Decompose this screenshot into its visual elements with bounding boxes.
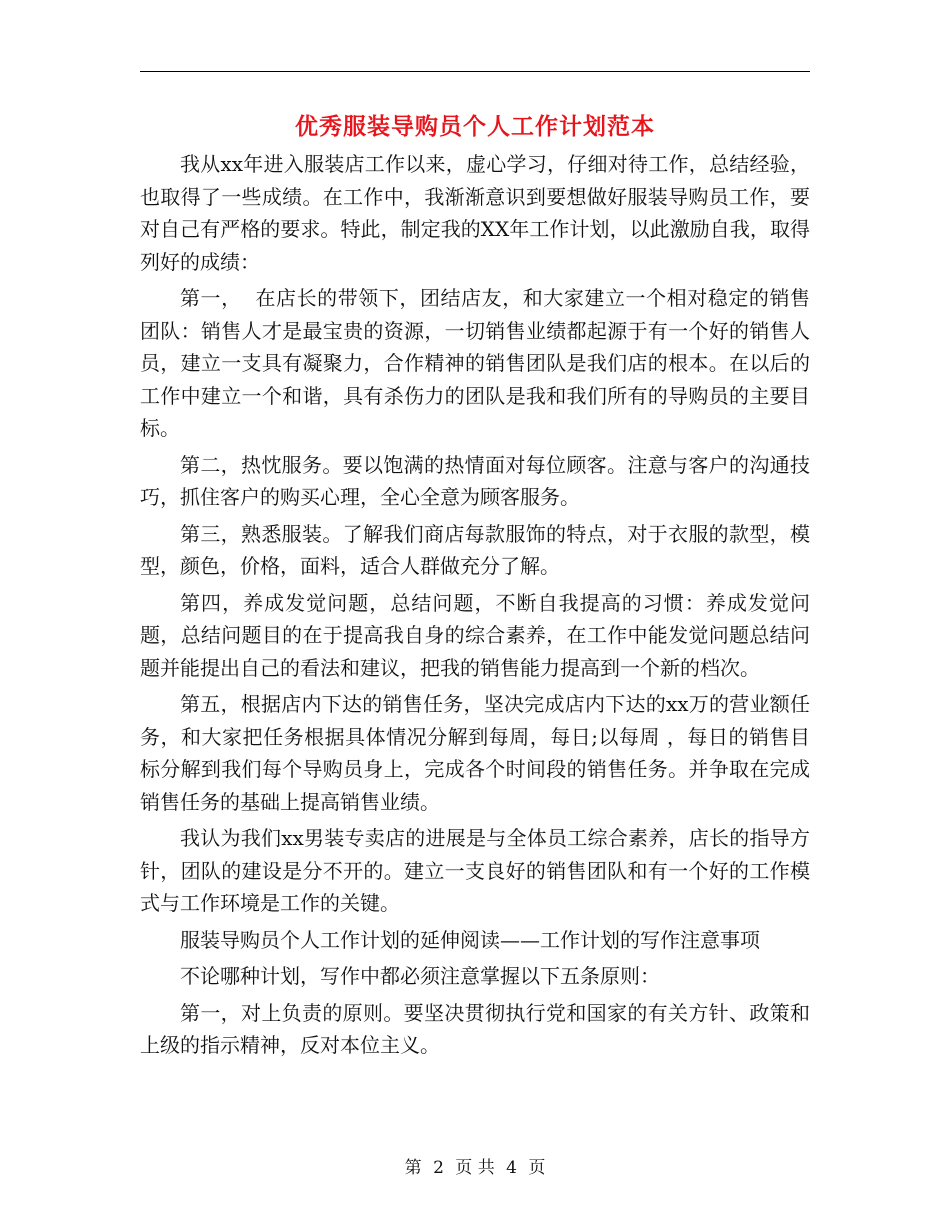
footer-total-pages: 4 [506, 1158, 517, 1178]
paragraph: 第一，对上负责的原则。要坚决贯彻执行党和国家的有关方针、政策和上级的指示精神，反对本位主义。 [140, 1000, 810, 1057]
paragraph: 服装导购员个人工作计划的延伸阅读——工作计划的写作注意事项 [180, 927, 760, 952]
paragraph: 第三，熟悉服装。了解我们商店每款服饰的特点，对于衣服的款型，模型，颜色，价格，面料，适合人群做充分了解。 [140, 521, 810, 578]
document-title: 优秀服装导购员个人工作计划范本 [295, 113, 655, 140]
paragraph: 第五，根据店内下达的销售任务，坚决完成店内下达的xx万的营业额任务，和大家把任务根据具体情况分解到每周，每日;以每周 ，每日的销售目标分解到我们每个导购员身上，完成各个时间段的销售任务。并争取在完成销售任务的基础上提高销售业绩。 [140, 692, 810, 814]
paragraph: 不论哪种计划，写作中都必须注意掌握以下五条原则： [180, 964, 660, 988]
footer-suffix: 页 [528, 1158, 546, 1178]
paragraph: 第一， 在店长的带领下，团结店友，和大家建立一个相对稳定的销售团队：销售人才是最宝贵的资源，一切销售业绩都起源于有一个好的销售人员，建立一支具有凝聚力，合作精神的销售团队是我们店的根本。在以后的工作中建立一个和谐，具有杀伤力的团队是我和我们所有的导购员的主要目标。 [140, 286, 810, 440]
paragraph: 第四，养成发觉问题，总结问题，不断自我提高的习惯：养成发觉问题，总结问题目的在于提高我自身的综合素养，在工作中能发觉问题总结问题并能提出自己的看法和建议，把我的销售能力提高到一个新的档次。 [140, 590, 810, 680]
paragraph: 我从xx年进入服装店工作以来，虚心学习，仔细对待工作，总结经验，也取得了一些成绩。在工作中，我渐渐意识到要想做好服装导购员工作，要对自己有严格的要求。特此，制定我的XX年工作计划，以此激励自我，取得列好的成绩： [140, 152, 810, 274]
footer-middle: 页 共 [455, 1158, 495, 1178]
paragraph: 我认为我们xx男装专卖店的进展是与全体员工综合素养，店长的指导方针，团队的建设是分不开的。建立一支良好的销售团队和有一个好的工作模式与工作环境是工作的关键。 [140, 826, 810, 915]
footer-prefix: 第 [404, 1158, 422, 1178]
page-footer [0, 1153, 950, 1178]
footer-page-number: 2 [433, 1158, 444, 1178]
header-rule [140, 71, 810, 72]
paragraph: 第二，热忱服务。要以饱满的热情面对每位顾客。注意与客户的沟通技巧，抓住客户的购买心理，全心全意为顾客服务。 [140, 452, 810, 509]
document-body [140, 148, 810, 1066]
